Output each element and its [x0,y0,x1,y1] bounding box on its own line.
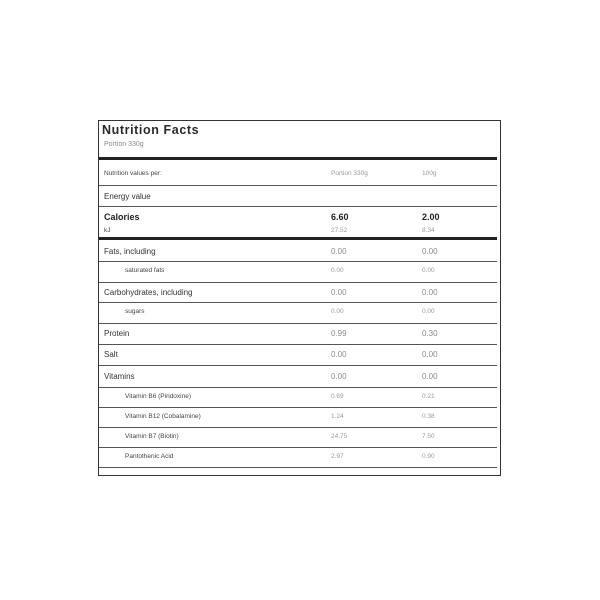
vitamin-b6-portion-value: 0.69 [331,393,344,400]
vitamin-b6-100g-value: 0.21 [422,393,435,400]
values-per-label: Nutrition values per: [104,170,162,177]
panel-title: Nutrition Facts [102,123,200,137]
header-portion: Portion 330g [331,170,368,177]
sugars-portion-value: 0.00 [331,308,344,315]
vitamins-label: Vitamins [104,372,135,381]
vitamin-b7-100g-value: 7.50 [422,433,435,440]
divider [99,427,497,428]
energy-value-label: Energy value [104,192,151,201]
protein-label: Protein [104,329,130,338]
pantothenic-acid-100g-value: 0.90 [422,453,435,460]
vitamin-b12-label: Vitamin B12 (Cobalamine) [125,413,201,420]
carbohydrates-100g-value: 0.00 [422,288,438,297]
kj-label: kJ [104,227,111,234]
divider [99,323,497,324]
vitamin-b7-portion-value: 24.75 [331,433,348,440]
divider [99,447,497,448]
salt-100g-value: 0.00 [422,350,438,359]
carbohydrates-label: Carbohydrates, including [104,288,193,297]
divider [99,467,497,468]
saturated-fats-label: saturated fats [125,267,165,274]
fats-100g-value: 0.00 [422,247,438,256]
divider [99,344,497,345]
kj-100g-value: 8.34 [422,227,435,234]
thick-divider-top [99,157,497,160]
pantothenic-acid-label: Pantothenic Acid [125,453,174,460]
pantothenic-acid-portion-value: 2.97 [331,453,344,460]
protein-portion-value: 0.99 [331,329,347,338]
saturated-fats-portion-value: 0.00 [331,267,344,274]
nutrition-facts-panel [98,120,501,476]
divider [99,302,497,303]
portion-subtitle: Portion 330g [104,141,144,148]
sugars-100g-value: 0.00 [422,308,435,315]
divider [99,206,497,207]
divider [99,261,497,262]
vitamin-b6-label: Vitamin B6 (Piridoxine) [125,393,191,400]
kj-portion-value: 27.52 [331,227,348,234]
carbohydrates-portion-value: 0.00 [331,288,347,297]
calories-label: Calories [104,212,140,222]
header-100g: 100g [422,170,437,177]
vitamins-100g-value: 0.00 [422,372,438,381]
vitamin-b7-label: Vitamin B7 (Biotin) [125,433,179,440]
vitamins-portion-value: 0.00 [331,372,347,381]
vitamin-b12-100g-value: 0.38 [422,413,435,420]
sugars-label: sugars [125,308,145,315]
salt-portion-value: 0.00 [331,350,347,359]
fats-label: Fats, including [104,247,156,256]
fats-portion-value: 0.00 [331,247,347,256]
calories-portion-value: 6.60 [331,212,349,222]
divider [99,282,497,283]
divider [99,185,497,186]
divider [99,365,497,366]
protein-100g-value: 0.30 [422,329,438,338]
vitamin-b12-portion-value: 1.24 [331,413,344,420]
divider [99,387,497,388]
divider [99,407,497,408]
saturated-fats-100g-value: 0.00 [422,267,435,274]
thick-divider-mid [99,237,497,240]
calories-100g-value: 2.00 [422,212,440,222]
salt-label: Salt [104,350,118,359]
